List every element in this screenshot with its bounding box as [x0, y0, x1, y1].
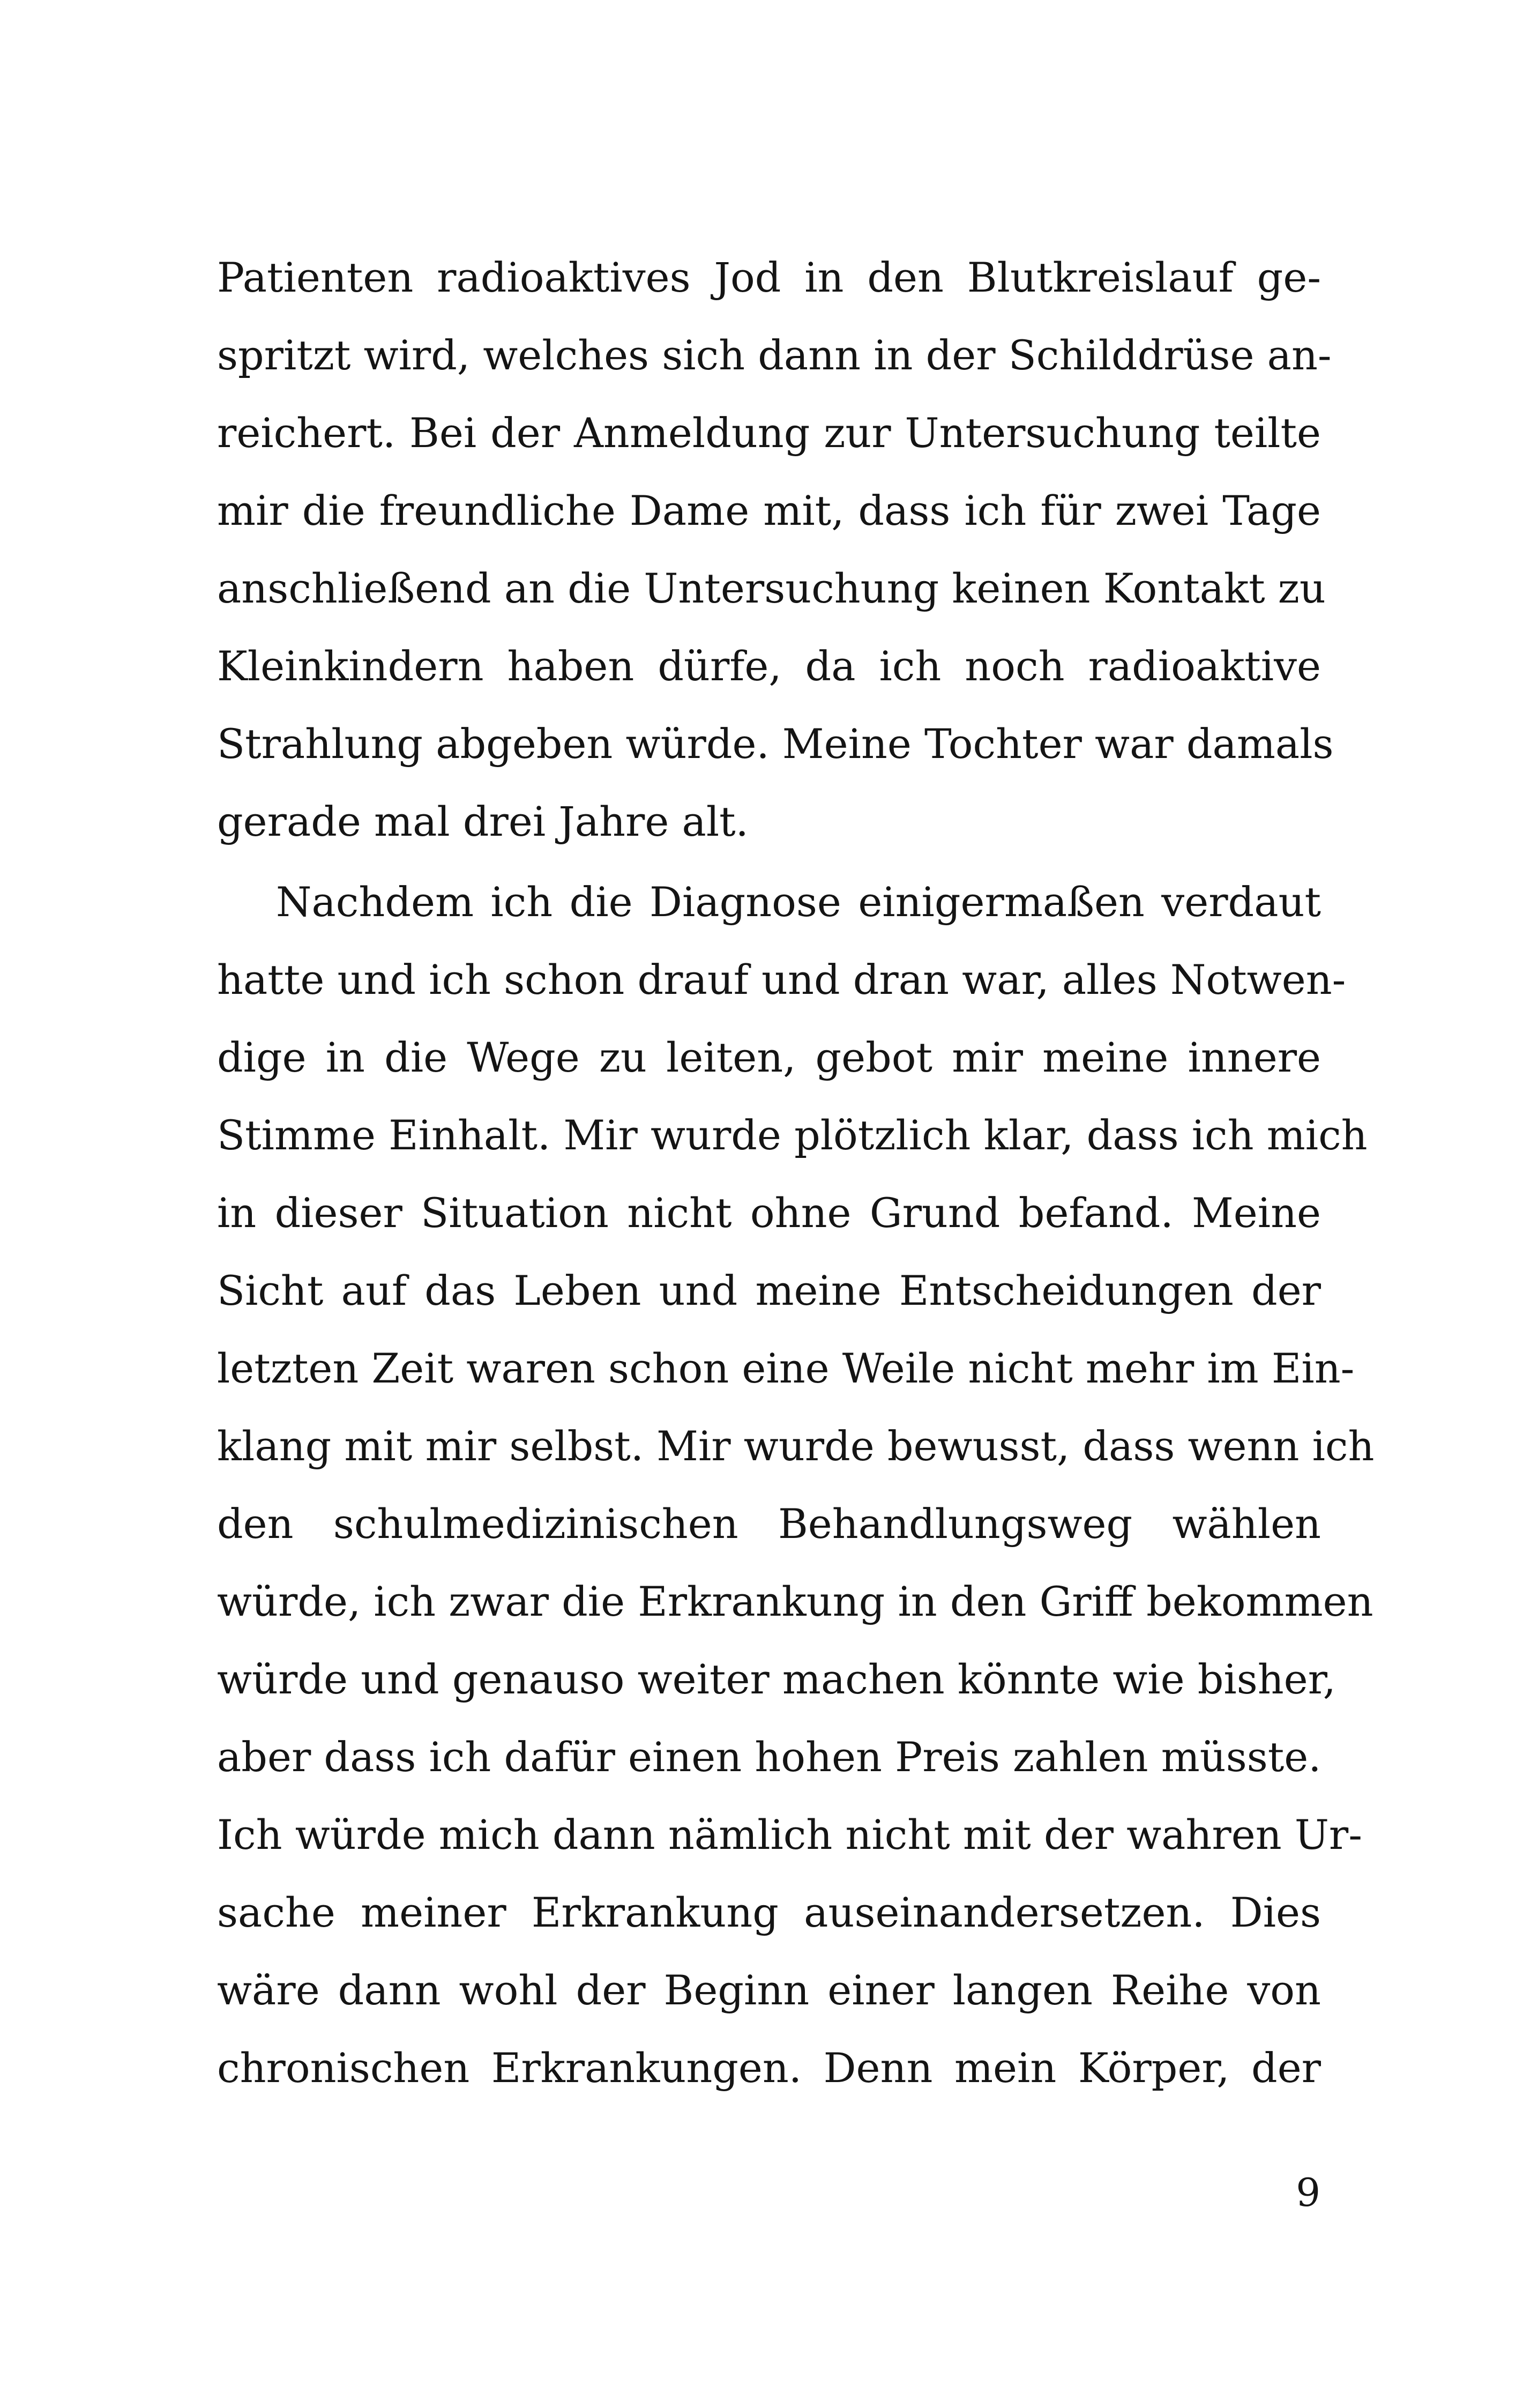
paragraph-1	[217, 239, 1334, 860]
text-line: Strahlung abgeben würde. Meine Tochter war damals	[217, 720, 1334, 768]
text-line: mir die freundliche Dame mit, dass ich für zwei Tage	[217, 487, 1321, 534]
text-line: chronischen Erkrankungen. Denn mein Körper, der	[217, 2044, 1321, 2092]
text-line: gerade mal drei Jahre alt.	[217, 798, 749, 845]
text-line: Patienten radioaktives Jod in den Blutkreislauf ge-	[217, 254, 1321, 301]
text-line: Stimme Einhalt. Mir wurde plötzlich klar, dass ich mich	[217, 1111, 1368, 1159]
text-line: letzten Zeit waren schon eine Weile nicht mehr im Ein-	[217, 1344, 1355, 1392]
text-line: hatte und ich schon drauf und dran war, alles Notwen-	[217, 956, 1346, 1004]
page-number: 9	[1296, 2170, 1320, 2215]
text-line: anschließend an die Untersuchung keinen Kontakt zu	[217, 564, 1326, 612]
text-line: klang mit mir selbst. Mir wurde bewusst, dass wenn ich	[217, 1422, 1375, 1470]
text-line: würde und genauso weiter machen könnte wie bisher,	[217, 1655, 1336, 1703]
text-line: Nachdem ich die Diagnose einigermaßen verdaut	[276, 878, 1321, 926]
text-line: Ich würde mich dann nämlich nicht mit der wahren Ur-	[217, 1811, 1362, 1859]
paragraph-2	[217, 863, 1375, 2107]
text-line: aber dass ich dafür einen hohen Preis zahlen müsste.	[217, 1733, 1322, 1781]
text-line: würde, ich zwar die Erkrankung in den Griff bekommen	[217, 1578, 1373, 1625]
text-line: den schulmedizinischen Behandlungsweg wählen	[217, 1500, 1321, 1548]
text-line: sache meiner Erkrankung auseinandersetzen. Dies	[217, 1889, 1321, 1936]
text-line: Kleinkindern haben dürfe, da ich noch radioaktive	[217, 642, 1321, 690]
text-line: spritzt wird, welches sich dann in der Schilddrüse an-	[217, 331, 1332, 379]
text-line: in dieser Situation nicht ohne Grund befand. Meine	[217, 1189, 1321, 1237]
text-line: reichert. Bei der Anmeldung zur Untersuchung teilte	[217, 409, 1321, 457]
text-line: dige in die Wege zu leiten, gebot mir meine innere	[217, 1034, 1321, 1081]
text-line: Sicht auf das Leben und meine Entscheidungen der	[217, 1267, 1321, 1314]
text-line: wäre dann wohl der Beginn einer langen Reihe von	[217, 1966, 1321, 2014]
